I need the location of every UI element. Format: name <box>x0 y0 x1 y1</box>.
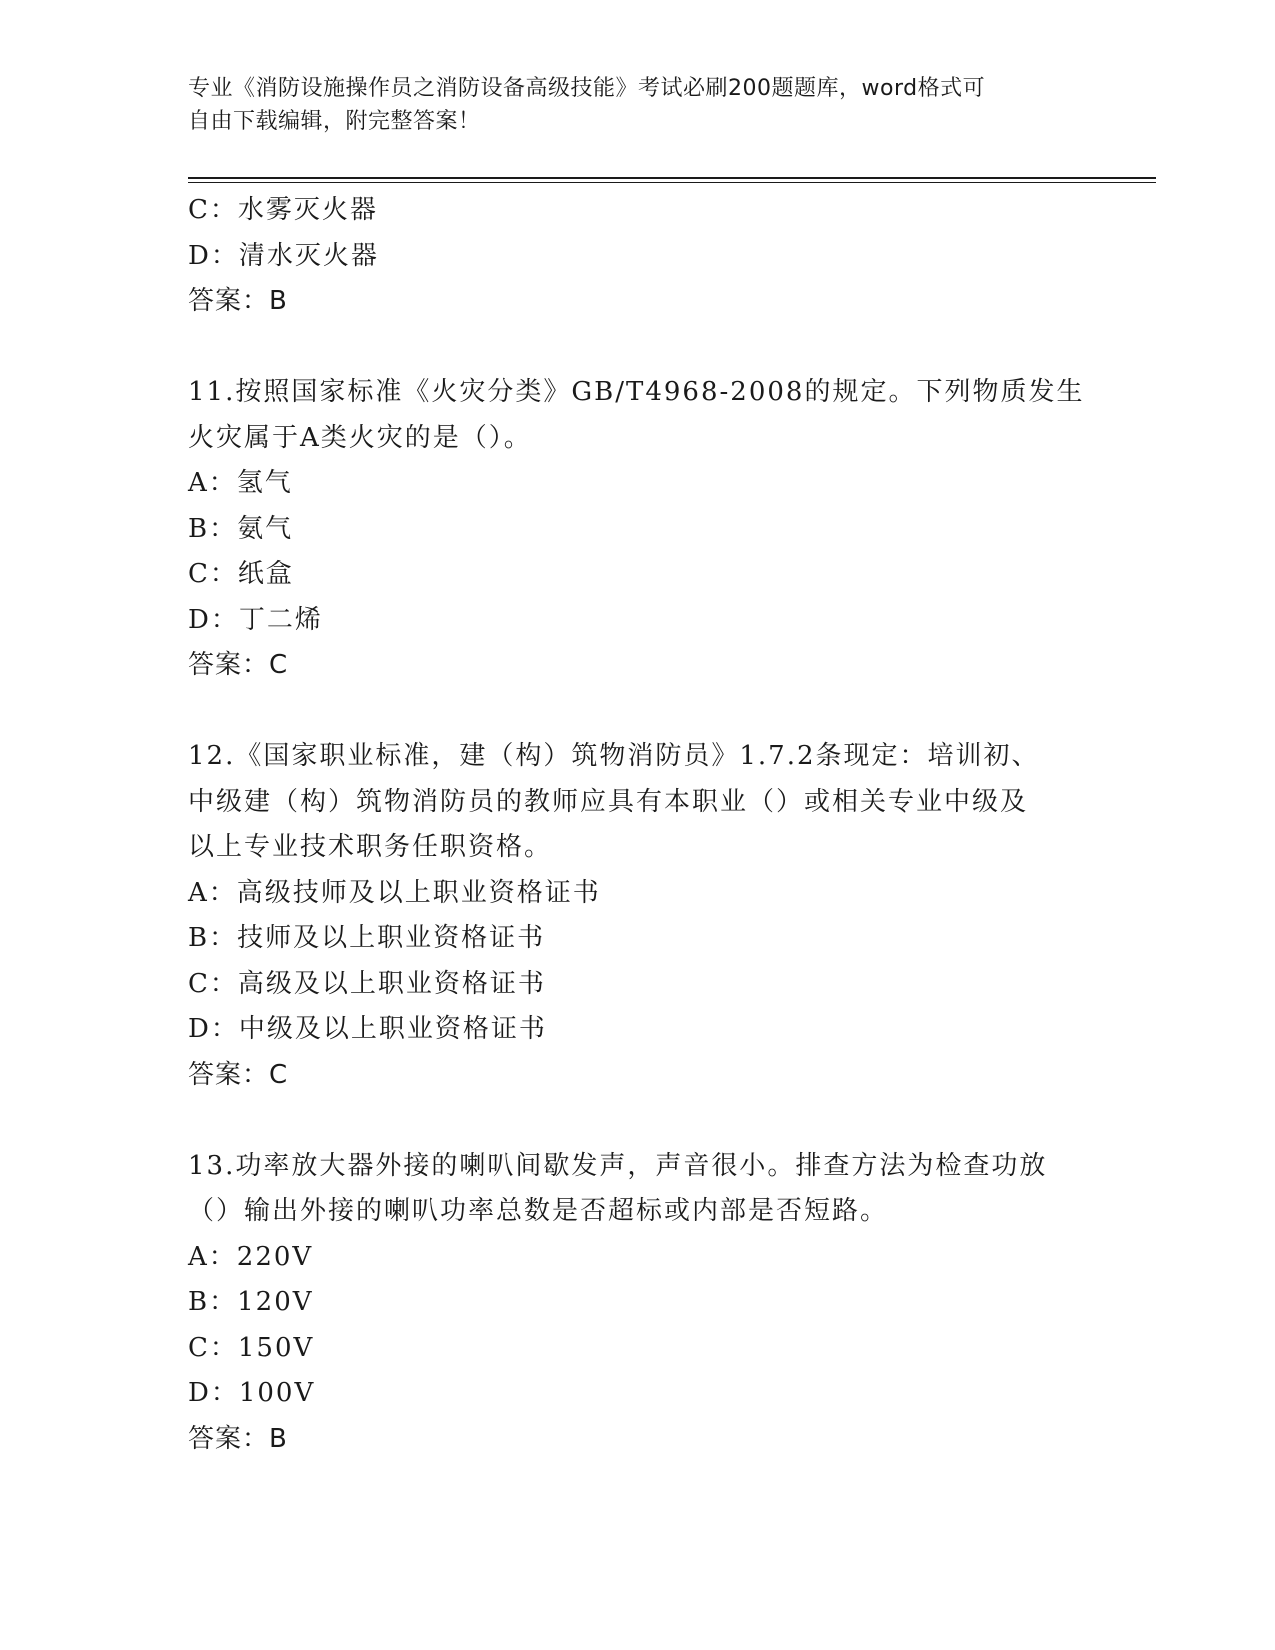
question-11 <box>188 370 1088 689</box>
option-c: C：水雾灭火器 <box>188 195 378 225</box>
option-a: A：氢气 <box>188 468 293 498</box>
answer-line: 答案：B <box>188 1423 288 1454</box>
header-divider-thick <box>188 177 1156 179</box>
answer-line: 答案：C <box>188 650 289 680</box>
option-d: D：清水灭火器 <box>188 240 379 271</box>
question-stem-line: （）输出外接的喇叭功率总数是否超标或内部是否短路。 <box>188 1196 889 1226</box>
question-stem-line: 13.功率放大器外接的喇叭间歇发声，声音很小。排查方法为检查功放 <box>188 1150 1048 1181</box>
question-stem-line: 12.《国家职业标准，建（构）筑物消防员》1.7.2条现定：培训初、 <box>188 741 1040 771</box>
option-d: D：中级及以上职业资格证书 <box>188 1014 547 1044</box>
spacer <box>188 325 1088 371</box>
option-d: D：100V <box>188 1378 316 1408</box>
header-divider-thin <box>188 182 1156 183</box>
question-12 <box>188 734 1088 1098</box>
option-b: B：技师及以上职业资格证书 <box>188 923 546 953</box>
question-stem-line: 11.按照国家标准《火灾分类》GB/T4968-2008的规定。下列物质发生 <box>188 377 1085 407</box>
option-c: C：纸盒 <box>188 559 294 589</box>
spacer <box>188 1098 1088 1144</box>
question-10-tail <box>188 188 1088 325</box>
question-stem-line: 中级建（构）筑物消防员的教师应具有本职业（）或相关专业中级及 <box>188 786 1029 817</box>
option-c: C：高级及以上职业资格证书 <box>188 968 546 999</box>
question-list <box>188 188 1088 1462</box>
header-line-1: 专业《消防设施操作员之消防设备高级技能》考试必刷200题题库，word格式可 <box>188 76 986 101</box>
option-c: C：150V <box>188 1332 315 1363</box>
question-stem-line: 火灾属于A类火灾的是（）。 <box>188 422 532 453</box>
option-b: B：120V <box>188 1287 314 1317</box>
option-b: B：氨气 <box>188 513 294 544</box>
document-header <box>188 72 1068 138</box>
answer-line: 答案：B <box>188 286 288 316</box>
question-stem-line: 以上专业技术职务任职资格。 <box>188 832 553 862</box>
option-a: A：高级技师及以上职业资格证书 <box>188 877 601 908</box>
question-13 <box>188 1144 1088 1463</box>
option-d: D：丁二烯 <box>188 604 323 635</box>
answer-line: 答案：C <box>188 1059 289 1090</box>
spacer <box>188 689 1088 735</box>
option-a: A：220V <box>188 1241 314 1272</box>
header-line-2: 自由下载编辑，附完整答案！ <box>188 109 481 134</box>
